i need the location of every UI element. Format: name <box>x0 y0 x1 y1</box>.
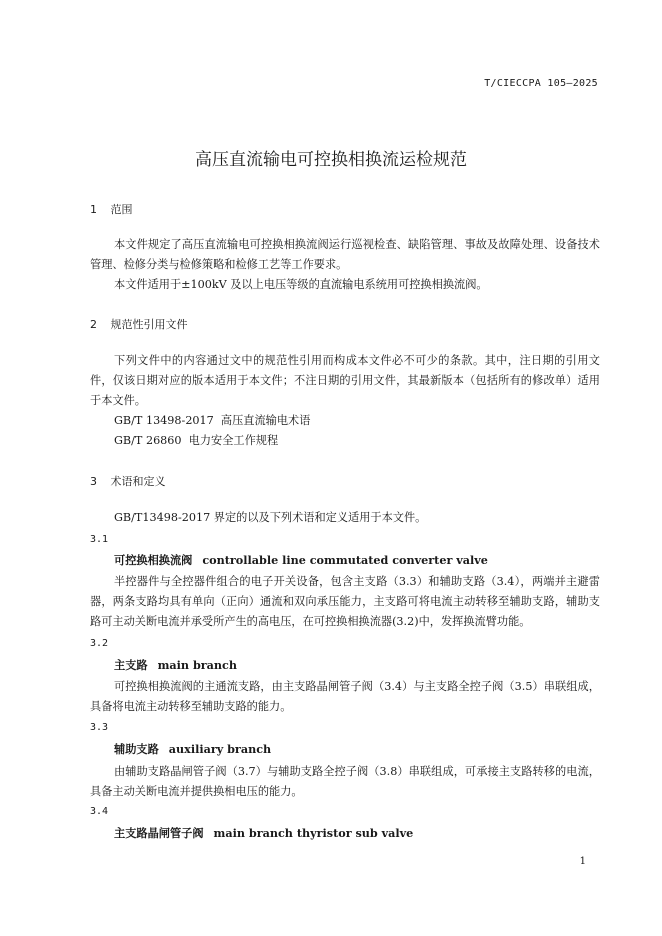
term-en: controllable line commutated converter valve <box>202 553 488 567</box>
section-1-body <box>90 235 600 295</box>
term-zh: 主支路晶闸管子阀 <box>114 826 204 840</box>
term-title <box>114 825 413 841</box>
term-zh: 辅助支路 <box>114 742 159 756</box>
term-title <box>114 657 237 673</box>
section-number: 2 <box>90 318 97 331</box>
section-3-intro <box>90 508 600 528</box>
term-zh: 可控换相换流阀 <box>114 553 193 567</box>
paragraph: GB/T13498-2017 界定的以及下列术语和定义适用于本文件。 <box>114 511 427 524</box>
term-title <box>114 741 271 757</box>
paragraph: 本文件适用于±100kV 及以上电压等级的直流输电系统用可控换相换流阀。 <box>114 278 488 291</box>
paragraph: 下列文件中的内容通过文中的规范性引用而构成本文件必不可少的条款。其中，注日期的引用文件，仅该日期对应的版本适用于本文件；不注日期的引用文件，其最新版本（包括所有的修改单）适用于本文件。 <box>90 354 600 407</box>
reference-item: GB/T 26860 电力安全工作规程 <box>114 434 279 447</box>
clause-number: 3.2 <box>90 638 109 649</box>
section-2-heading <box>90 316 188 332</box>
section-heading-text: 术语和定义 <box>110 475 166 488</box>
clause-number: 3.3 <box>90 722 109 733</box>
section-2-body <box>90 351 600 451</box>
term-definition <box>90 677 600 717</box>
term-definition <box>90 762 600 802</box>
section-number: 1 <box>90 203 97 216</box>
reference-item: GB/T 13498-2017 高压直流输电术语 <box>114 414 311 427</box>
section-heading-text: 规范性引用文件 <box>110 318 188 331</box>
page-number: 1 <box>579 856 586 867</box>
clause-number: 3.4 <box>90 806 109 817</box>
term-en: main branch <box>157 658 237 672</box>
term-title <box>114 552 488 568</box>
section-heading-text: 范围 <box>110 203 133 216</box>
term-en: main branch thyristor sub valve <box>213 826 414 840</box>
document-title: 高压直流输电可控换相换流运检规范 <box>195 150 467 170</box>
term-en: auxiliary branch <box>168 742 272 756</box>
paragraph: 本文件规定了高压直流输电可控换相换流阀运行巡视检查、缺陷管理、事故及故障处理、设备技术管理、检修分类与检修策略和检修工艺等工作要求。 <box>90 238 600 271</box>
section-3-heading <box>90 473 166 489</box>
paragraph: 由辅助支路晶闸管子阀（3.7）与辅助支路全控子阀（3.8）串联组成，可承接主支路转移的电流，具备主动关断电流并提供换相电压的能力。 <box>90 765 600 798</box>
standard-code: T/CIECCPA 105—2025 <box>484 78 598 89</box>
section-1-heading <box>90 201 133 217</box>
term-definition <box>90 572 600 632</box>
section-number: 3 <box>90 475 97 488</box>
paragraph: 半控器件与全控器件组合的电子开关设备，包含主支路（3.3）和辅助支路（3.4），两端并主避雷器，两条支路均具有单向（正向）通流和双向承压能力，主支路可将电流主动转移至辅助支路，辅助支路可主动关断电流并承受所产生的高电压，在可控换相换流器(3.2)中，发挥换流臂功能。 <box>90 575 600 628</box>
term-zh: 主支路 <box>114 658 148 672</box>
paragraph: 可控换相换流阀的主通流支路，由主支路晶闸管子阀（3.4）与主支路全控子阀（3.5）串联组成，具备将电流主动转移至辅助支路的能力。 <box>90 680 600 713</box>
clause-number: 3.1 <box>90 534 109 545</box>
